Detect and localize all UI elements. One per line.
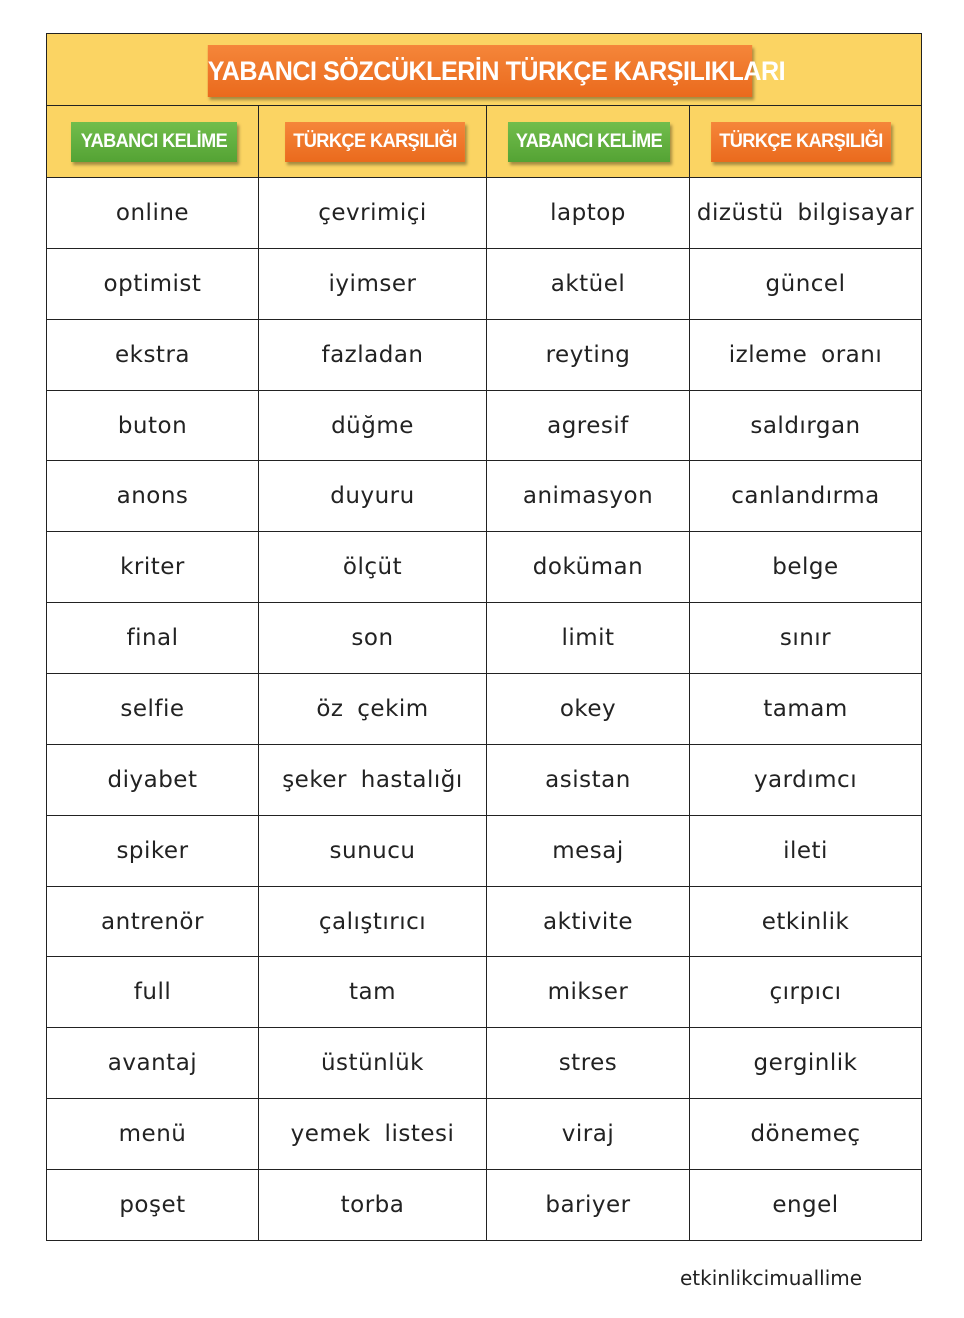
table-cell-foreign-word: bariyer: [487, 1170, 690, 1241]
table-cell-foreign-word: mesaj: [487, 816, 690, 887]
table-cell-turkish-equivalent: yardımcı: [690, 745, 921, 816]
table-cell-turkish-equivalent: etkinlik: [690, 887, 921, 958]
table-cell-turkish-equivalent: dönemeç: [690, 1099, 921, 1170]
header-cell-1: [47, 106, 259, 177]
table-cell-turkish-equivalent: engel: [772, 1192, 839, 1219]
table-cell-foreign-word: buton: [47, 391, 259, 462]
table-cell-turkish-equivalent: sınır: [690, 603, 921, 674]
table-cell-turkish-equivalent: şeker hastalığı: [259, 745, 487, 816]
table-cell-foreign-word: okey: [487, 674, 690, 745]
table-cell-turkish-equivalent: çırpıcı: [690, 957, 921, 1028]
table-cell-foreign-word: optimist: [47, 249, 259, 320]
table-cell-turkish-equivalent: ölçüt: [259, 532, 487, 603]
table-cell-foreign-word: final: [47, 603, 259, 674]
table-cell-turkish-equivalent: sunucu: [259, 816, 487, 887]
table-cell-foreign-word: limit: [487, 603, 690, 674]
table-cell-turkish-equivalent: iyimser: [259, 249, 487, 320]
table-cell-turkish-equivalent: saldırgan: [690, 391, 921, 462]
table-cell-turkish-equivalent: duyuru: [259, 461, 487, 532]
table-cell-turkish-equivalent: çevrimiçi: [259, 178, 487, 249]
table-cell-foreign-word: mikser: [487, 957, 690, 1028]
table-cell-foreign-word: reyting: [487, 320, 690, 391]
table-cell-turkish-equivalent: son: [259, 603, 487, 674]
table-cell-turkish-equivalent: güncel: [690, 249, 921, 320]
header-cell-2: [259, 106, 487, 177]
header-foreign-word-2: YABANCI KELİME: [508, 122, 670, 162]
table-cell-turkish-equivalent: dizüstü bilgisayar: [690, 178, 921, 249]
table-cell-foreign-word: spiker: [47, 816, 259, 887]
table-cell-turkish-equivalent: belge: [690, 532, 921, 603]
table-cell-foreign-word: full: [47, 957, 259, 1028]
table-cell-turkish-equivalent: tamam: [690, 674, 921, 745]
table-cell-foreign-word: menü: [47, 1099, 259, 1170]
table-cell-turkish-equivalent: öz çekim: [259, 674, 487, 745]
table-cell-turkish-equivalent: canlandırma: [690, 461, 921, 532]
table-cell-foreign-word: animasyon: [487, 461, 690, 532]
table-cell-foreign-word: stres: [487, 1028, 690, 1099]
header-foreign-word-1: YABANCI KELİME: [71, 122, 237, 162]
table-cell-turkish-equivalent: torba: [259, 1170, 487, 1241]
header-cell-4: [690, 106, 921, 177]
table-cell-foreign-word: diyabet: [47, 745, 259, 816]
table-cell-turkish-equivalent: üstünlük: [259, 1028, 487, 1099]
word-table: [47, 178, 921, 1241]
footer-credit: etkinlikcimuallime: [680, 1266, 863, 1290]
table-cell-foreign-word: poşet: [47, 1170, 259, 1241]
table-cell-turkish-equivalent: tam: [259, 957, 487, 1028]
table-cell-turkish-equivalent: ileti: [690, 816, 921, 887]
header-row: [47, 106, 921, 178]
worksheet: [46, 33, 922, 1241]
table-cell-foreign-word: avantaj: [47, 1028, 259, 1099]
table-cell-foreign-word: viraj: [487, 1099, 690, 1170]
table-cell-foreign-word: kriter: [47, 532, 259, 603]
table-cell-foreign-word: online: [47, 178, 259, 249]
table-cell-foreign-word: aktivite: [487, 887, 690, 958]
table-cell-foreign-word: laptop: [487, 178, 690, 249]
table-cell-foreign-word: antrenör: [47, 887, 259, 958]
table-cell-turkish-equivalent: izleme oranı: [690, 320, 921, 391]
table-cell-foreign-word: ekstra: [47, 320, 259, 391]
table-cell-foreign-word: asistan: [487, 745, 690, 816]
header-turkish-equivalent-1: TÜRKÇE KARŞILIĞI: [285, 122, 465, 162]
table-cell-foreign-word: anons: [47, 461, 259, 532]
page-title: YABANCI SÖZCÜKLERİN TÜRKÇE KARŞILIKLARI: [208, 45, 752, 97]
table-cell-turkish-equivalent: yemek listesi: [259, 1099, 487, 1170]
header-turkish-equivalent-2: TÜRKÇE KARŞILIĞI: [711, 122, 891, 162]
table-cell-turkish-equivalent: düğme: [259, 391, 487, 462]
table-cell-foreign-word: doküman: [487, 532, 690, 603]
table-cell-turkish-equivalent: gerginlik: [690, 1028, 921, 1099]
header-cell-3: [487, 106, 690, 177]
table-cell-turkish-equivalent: fazladan: [259, 320, 487, 391]
table-cell-foreign-word: agresif: [487, 391, 690, 462]
table-cell-foreign-word: selfie: [47, 674, 259, 745]
table-cell-turkish-equivalent: çalıştırıcı: [259, 887, 487, 958]
table-cell-foreign-word: aktüel: [487, 249, 690, 320]
title-band: [47, 34, 921, 106]
